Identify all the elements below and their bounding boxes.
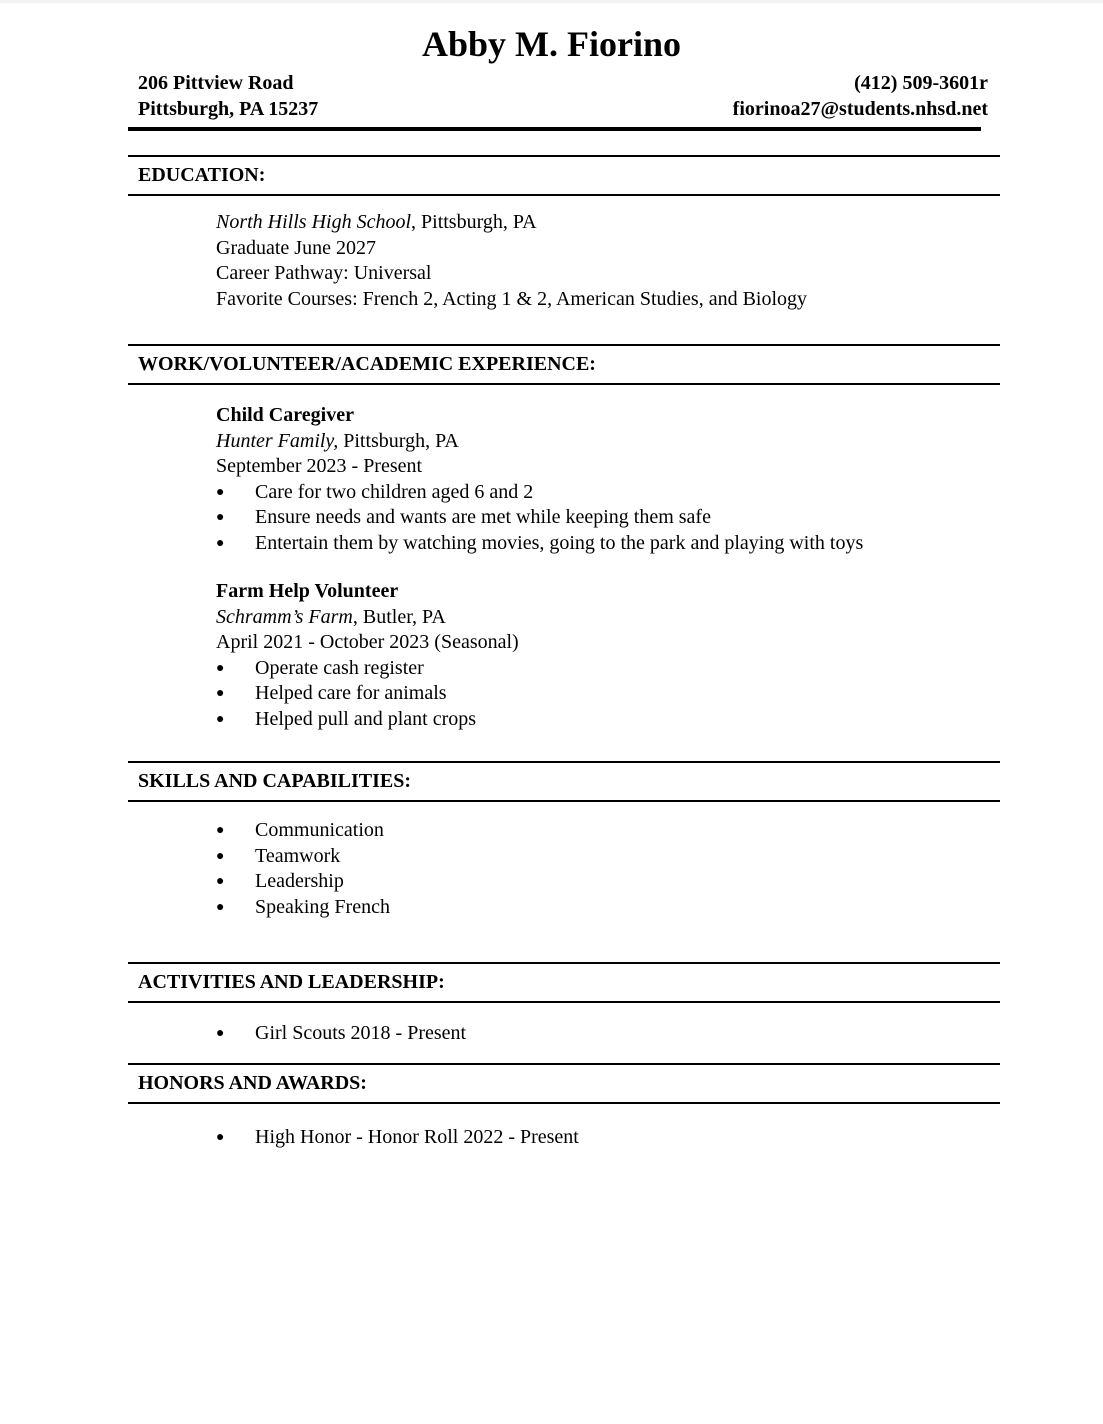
skills-bullet-list xyxy=(216,818,1016,920)
bullet-item xyxy=(216,531,1016,557)
bullet-item xyxy=(216,844,1016,870)
bullet-icon: ● xyxy=(216,899,225,915)
bullet-item xyxy=(216,480,1016,506)
education-grad-line: Graduate June 2027 xyxy=(216,236,376,259)
bullet-icon: ● xyxy=(216,686,225,701)
bullet-icon: ● xyxy=(216,823,225,838)
email-address: fiorinoa27@students.nhsd.net xyxy=(732,98,988,120)
job-title: Child Caregiver xyxy=(216,404,354,426)
bullet-text: Speaking French xyxy=(255,895,390,918)
section-heading-honors: HONORS AND AWARDS: xyxy=(128,1063,1000,1104)
bullet-icon: ● xyxy=(216,484,225,500)
school-location: , Pittsburgh, PA xyxy=(411,211,537,233)
bullet-text: Girl Scouts 2018 - Present xyxy=(255,1022,467,1044)
job-bullet-list xyxy=(216,656,1016,733)
bullet-item xyxy=(216,895,1016,921)
activities-bullet-list xyxy=(216,1021,1016,1047)
honors-bullet-list xyxy=(216,1125,1016,1151)
bullet-icon: ● xyxy=(216,1026,225,1041)
bullet-item xyxy=(216,818,1016,844)
school-name: North Hills High School xyxy=(216,211,412,233)
job-org: Hunter Family, xyxy=(216,429,339,452)
job-org-location: Pittsburgh, PA xyxy=(338,429,459,452)
education-details xyxy=(216,210,1016,312)
job-bullet-list xyxy=(216,480,1016,557)
job-org-line xyxy=(216,605,1016,631)
job-dates: April 2021 - October 2023 (Seasonal) xyxy=(216,631,519,653)
bullet-text: Ensure needs and wants are met while keeping them safe xyxy=(255,506,711,528)
bullet-text: Helped pull and plant crops xyxy=(255,707,477,730)
bullet-icon: ● xyxy=(216,535,225,551)
job-entry-child-caregiver xyxy=(216,403,1016,556)
job-title: Farm Help Volunteer xyxy=(216,580,399,602)
bullet-text: High Honor - Honor Roll 2022 - Present xyxy=(255,1126,579,1148)
bullet-text: Leadership xyxy=(255,870,344,892)
bullet-text: Entertain them by watching movies, going to the park and playing with toys xyxy=(255,531,864,554)
bullet-item xyxy=(216,869,1016,895)
job-dates: September 2023 - Present xyxy=(216,455,423,477)
address-line-2: Pittsburgh, PA 15237 xyxy=(138,98,319,120)
page-top-edge xyxy=(0,0,1103,3)
header-divider-rule xyxy=(128,127,981,131)
education-courses-line: Favorite Courses: French 2, Acting 1 & 2, American Studies, and Biology xyxy=(216,287,808,310)
contact-address xyxy=(138,70,318,122)
section-heading-education: EDUCATION: xyxy=(128,155,1000,196)
bullet-icon: ● xyxy=(216,660,225,676)
bullet-item xyxy=(216,1125,1016,1151)
bullet-item xyxy=(216,656,1016,682)
bullet-item xyxy=(216,707,1016,733)
bullet-item xyxy=(216,681,1016,707)
bullet-text: Operate cash register xyxy=(255,656,424,679)
bullet-icon: ● xyxy=(216,711,225,727)
bullet-text: Helped care for animals xyxy=(255,682,447,704)
section-heading-activities: ACTIVITIES AND LEADERSHIP: xyxy=(128,962,1000,1003)
job-entry-farm-help xyxy=(216,579,1016,732)
phone-number: (412) 509-3601r xyxy=(854,72,988,94)
bullet-icon: ● xyxy=(216,510,225,525)
bullet-item xyxy=(216,1021,1016,1047)
contact-phone-email xyxy=(733,70,988,122)
section-heading-experience: WORK/VOLUNTEER/ACADEMIC EXPERIENCE: xyxy=(128,344,1000,385)
bullet-text: Care for two children aged 6 and 2 xyxy=(255,480,534,503)
bullet-text: Teamwork xyxy=(255,844,341,867)
bullet-icon: ● xyxy=(216,874,225,889)
job-org-location: , Butler, PA xyxy=(352,605,446,628)
bullet-item xyxy=(216,505,1016,531)
resume-name: Abby M. Fiorino xyxy=(421,24,681,64)
section-heading-skills: SKILLS AND CAPABILITIES: xyxy=(128,761,1000,802)
education-pathway-line: Career Pathway: Universal xyxy=(216,262,432,284)
address-line-1: 206 Pittview Road xyxy=(138,72,294,94)
bullet-text: Communication xyxy=(255,819,384,841)
bullet-icon: ● xyxy=(216,848,225,864)
bullet-icon: ● xyxy=(216,1130,225,1145)
education-school-line xyxy=(216,210,1016,236)
job-org-line xyxy=(216,429,1016,455)
job-org: Schramm’s Farm xyxy=(216,605,353,628)
